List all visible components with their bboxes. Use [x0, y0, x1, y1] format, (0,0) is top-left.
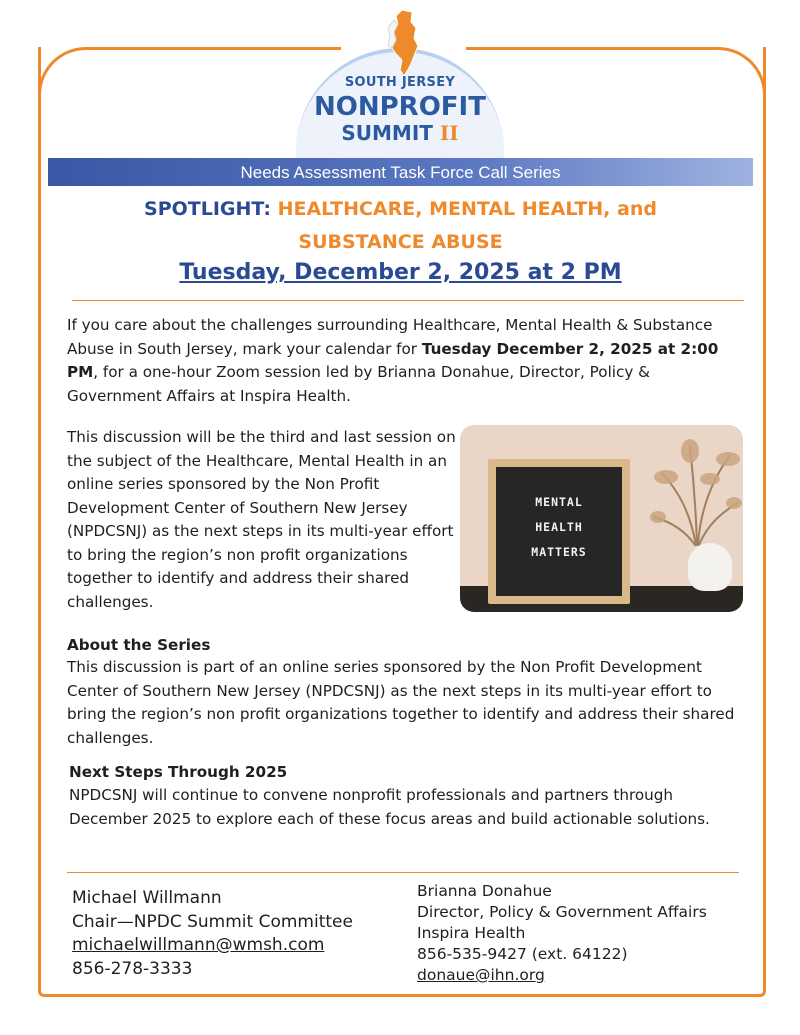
contact2-phone: 856-535-9427 (ext. 64122): [417, 945, 628, 963]
new-jersey-state-icon: [384, 8, 424, 80]
divider-top: [72, 300, 744, 301]
contact2-email-link[interactable]: donaue@ihn.org: [417, 966, 545, 984]
board-text-line1: MENTAL: [535, 495, 583, 509]
contact-brianna: [417, 881, 707, 986]
board-text-line3: MATTERS: [531, 545, 587, 559]
board-text-line2: HEALTH: [535, 520, 583, 534]
contact2-name: Brianna Donahue: [417, 882, 552, 900]
about-paragraph: This discussion is part of an online series sponsored by the Non Profit Development Center of Southern New Jersey (NPDCSNJ) as the next steps in its multi-year effort to bring the region’s non profit organizations together to identify and address their shared challenges.: [67, 658, 735, 747]
page-border-top-right: [466, 47, 766, 107]
contact1-title: Chair—NPDC Summit Committee: [72, 911, 353, 932]
summit-logo: [296, 8, 504, 144]
logo-summit-word: SUMMIT: [341, 121, 433, 145]
spotlight-topic-line2: SUBSTANCE ABUSE: [298, 231, 503, 253]
contact1-email-link[interactable]: michaelwillmann@wmsh.com: [72, 935, 325, 955]
contact1-name: Michael Willmann: [72, 888, 222, 908]
divider-bottom: [67, 872, 739, 873]
logo-nonprofit: NONPROFIT: [314, 92, 486, 122]
logo-roman-numeral: II: [439, 121, 459, 145]
event-date: Tuesday, December 2, 2025 at 2 PM: [179, 260, 622, 285]
letter-board-surface: [496, 467, 622, 596]
logo-south-jersey: SOUTH JERSEY: [344, 75, 456, 90]
contact-michael: [72, 887, 353, 981]
series-banner-text: Needs Assessment Task Force Call Series: [240, 163, 561, 182]
intro-text-end: , for a one-hour Zoom session led by Brianna Donahue, Director, Policy & Government Affairs at Inspira Health.: [67, 363, 651, 405]
mental-health-photo: [460, 425, 743, 612]
letter-board: [488, 459, 630, 604]
intro-text-start: If you care about the challenges surrounding Healthcare, Mental Health & Substance Abuse in South Jersey, mark your calendar for: [67, 316, 713, 358]
series-banner: [48, 158, 753, 186]
intro-date-bold: Tuesday December 2, 2025 at 2:00 PM: [67, 339, 719, 381]
about-heading: About the Series: [67, 636, 211, 654]
contact1-phone: 856-278-3333: [72, 958, 193, 979]
spotlight-topic-line1: HEALTHCARE, MENTAL HEALTH, and: [277, 198, 657, 220]
next-steps-paragraph: NPDCSNJ will continue to convene nonprofit professionals and partners through December 2025 to explore each of these focus areas and build actionable solutions.: [69, 786, 710, 828]
discussion-paragraph: This discussion will be the third and last session on the subject of the Healthcare, Mental Health in an online series sponsored by the Non Profit Development Center of Southern New Jersey (NPDCSNJ) as the next steps in its multi-year effort to bring the region’s non profit organizations together to identify and address their shared challenges.: [67, 428, 456, 611]
vase: [688, 543, 732, 591]
spotlight-label: SPOTLIGHT:: [144, 198, 271, 220]
next-steps-heading: Next Steps Through 2025: [69, 763, 288, 781]
pampas-grass-icon: [650, 433, 742, 553]
logo-summit: [296, 121, 504, 145]
intro-paragraph: [67, 314, 747, 408]
contact2-title: Director, Policy & Government Affairs: [417, 903, 707, 921]
contact2-org: Inspira Health: [417, 924, 526, 942]
spotlight-heading: [48, 193, 753, 259]
